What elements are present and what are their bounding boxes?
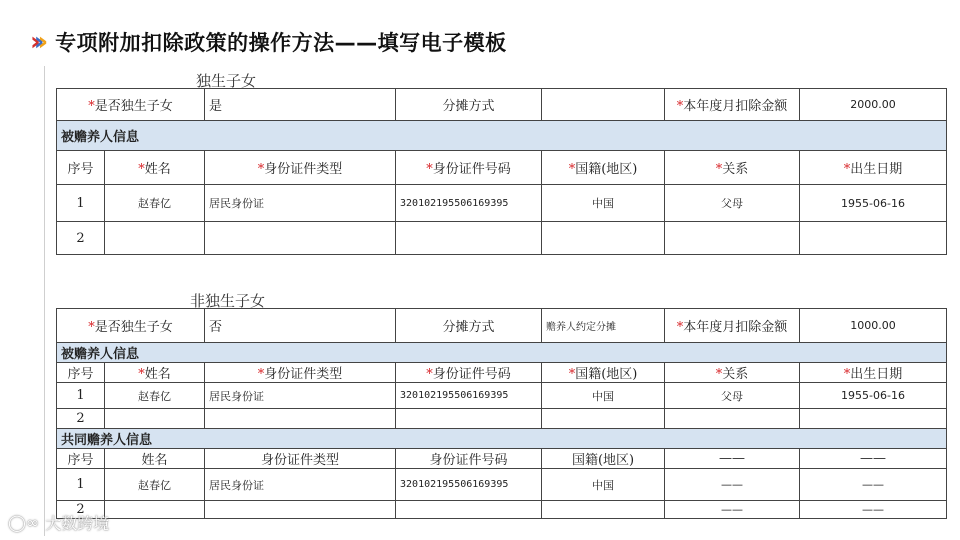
table-row [57, 409, 947, 429]
is-only-child-value[interactable]: 否 [205, 309, 396, 343]
row-index: 2 [57, 222, 105, 255]
slide-title: 专项附加扣除政策的操作方法——填写电子模板 [55, 31, 507, 55]
id-type-cell[interactable] [205, 222, 396, 255]
birthdate-cell[interactable]: 1955-06-16 [800, 185, 947, 222]
caption-non-only-child: 非独生子女 [190, 292, 266, 310]
caption-only-child: 独生子女 [196, 72, 257, 90]
row-index: 1 [57, 469, 105, 501]
id-number-cell[interactable]: 320102195506169395 [396, 383, 542, 409]
id-type-cell[interactable]: 居民身份证 [205, 383, 396, 409]
birthdate-cell[interactable]: 1955-06-16 [800, 383, 947, 409]
col-header: *国籍(地区) [542, 363, 665, 383]
col-header: *出生日期 [800, 151, 947, 185]
is-only-child-value[interactable]: 是 [205, 89, 396, 121]
nationality-cell[interactable]: 中国 [542, 469, 665, 501]
placeholder-cell: —— [800, 501, 947, 519]
col-header: 序号 [57, 449, 105, 469]
required-star: * [88, 99, 95, 114]
split-value[interactable]: 赡养人约定分摊 [542, 309, 665, 343]
name-cell[interactable]: 赵春亿 [105, 469, 205, 501]
co-column-header-row [57, 449, 947, 469]
id-type-cell[interactable] [205, 501, 396, 519]
table-only-child [56, 88, 947, 255]
id-number-cell[interactable]: 320102195506169395 [396, 185, 542, 222]
col-header: 姓名 [105, 449, 205, 469]
is-only-child-label: *是否独生子女 [57, 309, 205, 343]
id-number-cell[interactable] [396, 222, 542, 255]
nationality-cell[interactable] [542, 409, 665, 429]
nationality-cell[interactable]: 中国 [542, 185, 665, 222]
required-star: * [676, 99, 684, 114]
watermark [8, 511, 109, 534]
split-label: 分摊方式 [396, 89, 542, 121]
id-type-cell[interactable] [205, 409, 396, 429]
supported-header-row [57, 343, 947, 363]
row-index: 1 [57, 383, 105, 409]
col-header: *身份证件号码 [396, 363, 542, 383]
id-number-cell[interactable] [396, 409, 542, 429]
relation-cell[interactable] [665, 222, 800, 255]
row-index: 2 [57, 501, 105, 519]
table-row [57, 185, 947, 222]
id-type-cell[interactable]: 居民身份证 [205, 469, 396, 501]
split-label: 分摊方式 [396, 309, 542, 343]
relation-cell[interactable]: 父母 [665, 383, 800, 409]
col-header: *身份证件类型 [205, 151, 396, 185]
column-header-row [57, 363, 947, 383]
supported-header: 被赡养人信息 [57, 343, 947, 363]
col-header: 身份证件号码 [396, 449, 542, 469]
chevrons-icon: › › › [30, 27, 42, 57]
id-number-cell[interactable]: 320102195506169395 [396, 469, 542, 501]
col-header: *出生日期 [800, 363, 947, 383]
placeholder-cell: —— [665, 469, 800, 501]
table-row [57, 383, 947, 409]
name-cell[interactable]: 赵春亿 [105, 185, 205, 222]
summary-row [57, 309, 947, 343]
table-row [57, 222, 947, 255]
name-cell[interactable] [105, 409, 205, 429]
monthly-amount-label: *本年度月扣除金额 [665, 89, 800, 121]
row-index: 1 [57, 185, 105, 222]
col-header: *姓名 [105, 151, 205, 185]
is-only-child-label: *是否独生子女 [57, 89, 205, 121]
birthdate-cell[interactable] [800, 409, 947, 429]
relation-cell[interactable] [665, 409, 800, 429]
supported-header-row [57, 121, 947, 151]
required-star: * [676, 320, 684, 335]
summary-row [57, 89, 947, 121]
column-header-row [57, 151, 947, 185]
table-non-only-child [56, 308, 947, 519]
name-cell[interactable] [105, 501, 205, 519]
monthly-amount-value[interactable]: 2000.00 [800, 89, 947, 121]
birthdate-cell[interactable] [800, 222, 947, 255]
nationality-cell[interactable] [542, 222, 665, 255]
col-header: *姓名 [105, 363, 205, 383]
monthly-amount-value[interactable]: 1000.00 [800, 309, 947, 343]
col-header: 序号 [57, 151, 105, 185]
col-header: *身份证件号码 [396, 151, 542, 185]
id-type-cell[interactable]: 居民身份证 [205, 185, 396, 222]
co-support-header: 共同赡养人信息 [57, 429, 947, 449]
split-value[interactable] [542, 89, 665, 121]
supported-header: 被赡养人信息 [57, 121, 947, 151]
required-star: * [88, 320, 95, 335]
col-header: *国籍(地区) [542, 151, 665, 185]
slide-header [30, 24, 507, 60]
nationality-cell[interactable]: 中国 [542, 383, 665, 409]
placeholder-cell: —— [800, 469, 947, 501]
nationality-cell[interactable] [542, 501, 665, 519]
co-support-header-row [57, 429, 947, 449]
monthly-amount-label: *本年度月扣除金额 [665, 309, 800, 343]
table-row [57, 469, 947, 501]
col-header: *身份证件类型 [205, 363, 396, 383]
row-index: 2 [57, 409, 105, 429]
watermark-logo-icon: ◯∞ [8, 513, 40, 532]
name-cell[interactable] [105, 222, 205, 255]
col-header: 国籍(地区) [542, 449, 665, 469]
name-cell[interactable]: 赵春亿 [105, 383, 205, 409]
col-header: *关系 [665, 151, 800, 185]
col-header: —— [665, 449, 800, 469]
placeholder-cell: —— [665, 501, 800, 519]
col-header: 身份证件类型 [205, 449, 396, 469]
col-header: —— [800, 449, 947, 469]
id-number-cell[interactable] [396, 501, 542, 519]
relation-cell[interactable]: 父母 [665, 185, 800, 222]
col-header: *关系 [665, 363, 800, 383]
watermark-text: 大数跨境 [45, 514, 110, 533]
col-header: 序号 [57, 363, 105, 383]
table-row [57, 501, 947, 519]
